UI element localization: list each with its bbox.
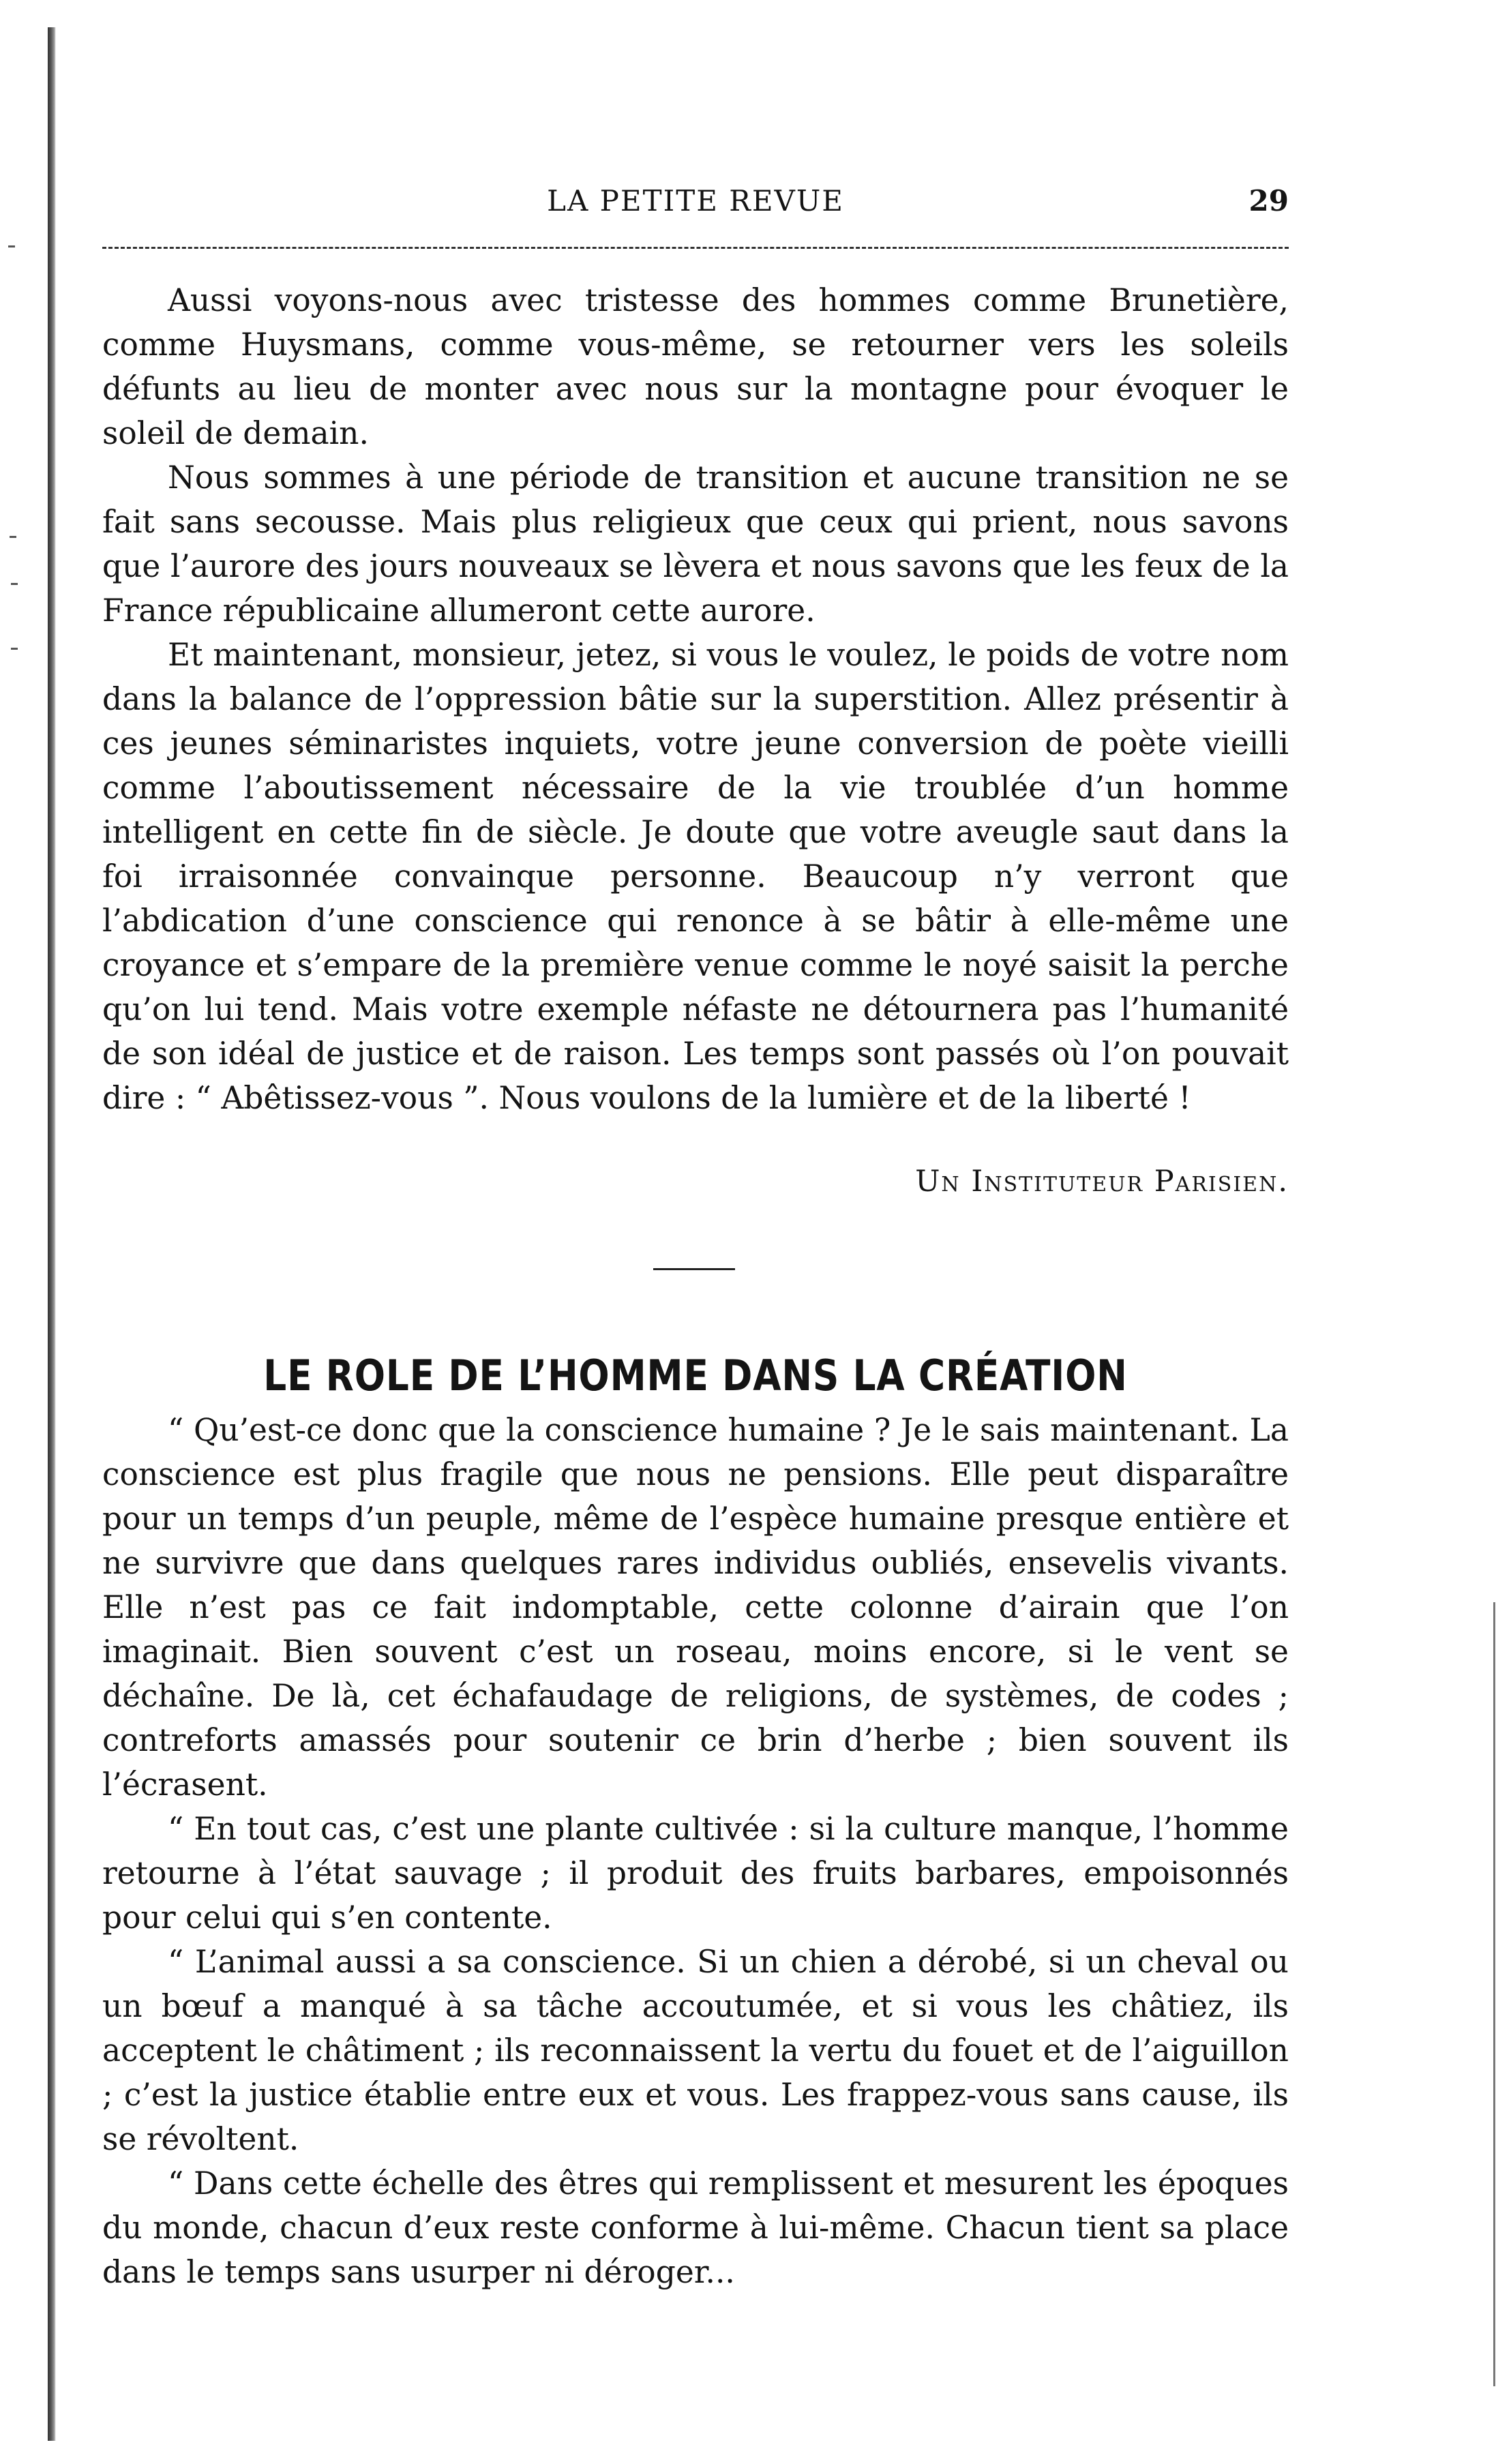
paragraph: “ Dans cette échelle des êtres qui remplissent et mesurent les époques du monde, chacun d’eux reste conforme à lui-même. Chacun tient sa place dans le temps sans usurper ni déroger... [102,2165,1289,2290]
author-signature: Un Instituteur Parisien. [915,1165,1289,1199]
running-title: LA PETITE REVUE [547,184,844,217]
margin-mark [8,245,15,247]
paragraph: “ L’animal aussi a sa conscience. Si un chien a dérobé, si un cheval ou un bœuf a manqué à sa tâche accoutumée, et si vous les châtiez, ils acceptent le châtiment ; ils reconnaissent la vertu du fouet et de l’aiguillon ; c’est la justice établie entre eux et vous. Les frappez-vous sans cause, ils se révoltent. [102,1944,1289,2157]
letter-conclusion [102,278,1289,1120]
paragraph: Et maintenant, monsieur, jetez, si vous le voulez, le poids de votre nom dans la balance de l’oppression bâtie sur la superstition. Allez présentir à ces jeunes séminaristes inquiets, votre jeune conversion de poète vieilli comme l’aboutissement nécessaire de la vie troublée d’un homme intelligent en cette fin de siècle. Je doute que votre aveugle saut dans la foi irraisonnée convainque personne. Beaucoup n’y verront que l’abdication d’une conscience qui renonce à se bâtir à elle-même une croyance et s’empare de la première venue comme le noyé saisit la perche qu’on lui tend. Mais votre exemple néfaste ne détournera pas l’humanité de son idéal de justice et de raison. Les temps sont passés où l’on pouvait dire : “ Abêtissez-vous ”. Nous voulons de la lumière et de la liberté ! [102,637,1289,1116]
page-right-edge [1493,1602,1495,2386]
paragraph: “ Qu’est-ce donc que la conscience humaine ? Je le sais maintenant. La conscience est plus fragile que nous ne pensions. Elle peut disparaître pour un temps d’un peuple, même de l’espèce humaine presque entière et ne survivre que dans quelques rares individus oubliés, ensevelis vivants. Elle n’est pas ce fait indomptable, cette colonne d’airain que l’on imaginait. Bien souvent c’est un roseau, moins encore, si le vent se déchaîne. De là, cet échafaudage de religions, de systèmes, de codes ; contreforts amassés pour soutenir ce brin d’herbe ; bien souvent ils l’écrasent. [102,1412,1289,1803]
running-header [102,184,1289,225]
page-number: 29 [1248,184,1289,217]
paragraph: Aussi voyons-nous avec tristesse des hommes comme Brunetière, comme Huysmans, comme vous-même, se retourner vers les soleils défunts au lieu de monter avec nous sur la montagne pour évoquer le soleil de demain. [102,282,1289,451]
section-body [102,1408,1289,2294]
margin-mark [10,536,16,538]
section-title: LE ROLE DE L’HOMME DANS LA CRÉATION [263,1351,1128,1401]
margin-mark [11,648,18,650]
header-rule [102,247,1289,249]
paragraph: “ En tout cas, c’est une plante cultivée : si la culture manque, l’homme retourne à l’état sauvage ; il produit des fruits barbares, empoisonnés pour celui qui s’en contente. [102,1811,1289,1936]
page-binding-edge [48,27,56,2441]
margin-mark [11,583,18,585]
paragraph: Nous sommes à une période de transition et aucune transition ne se fait sans secousse. Mais plus religieux que ceux qui prient, nous savons que l’aurore des jours nouveaux se lèvera et nous savons que les feux de la France républicaine allumeront cette aurore. [102,460,1289,629]
section-divider [653,1268,735,1270]
